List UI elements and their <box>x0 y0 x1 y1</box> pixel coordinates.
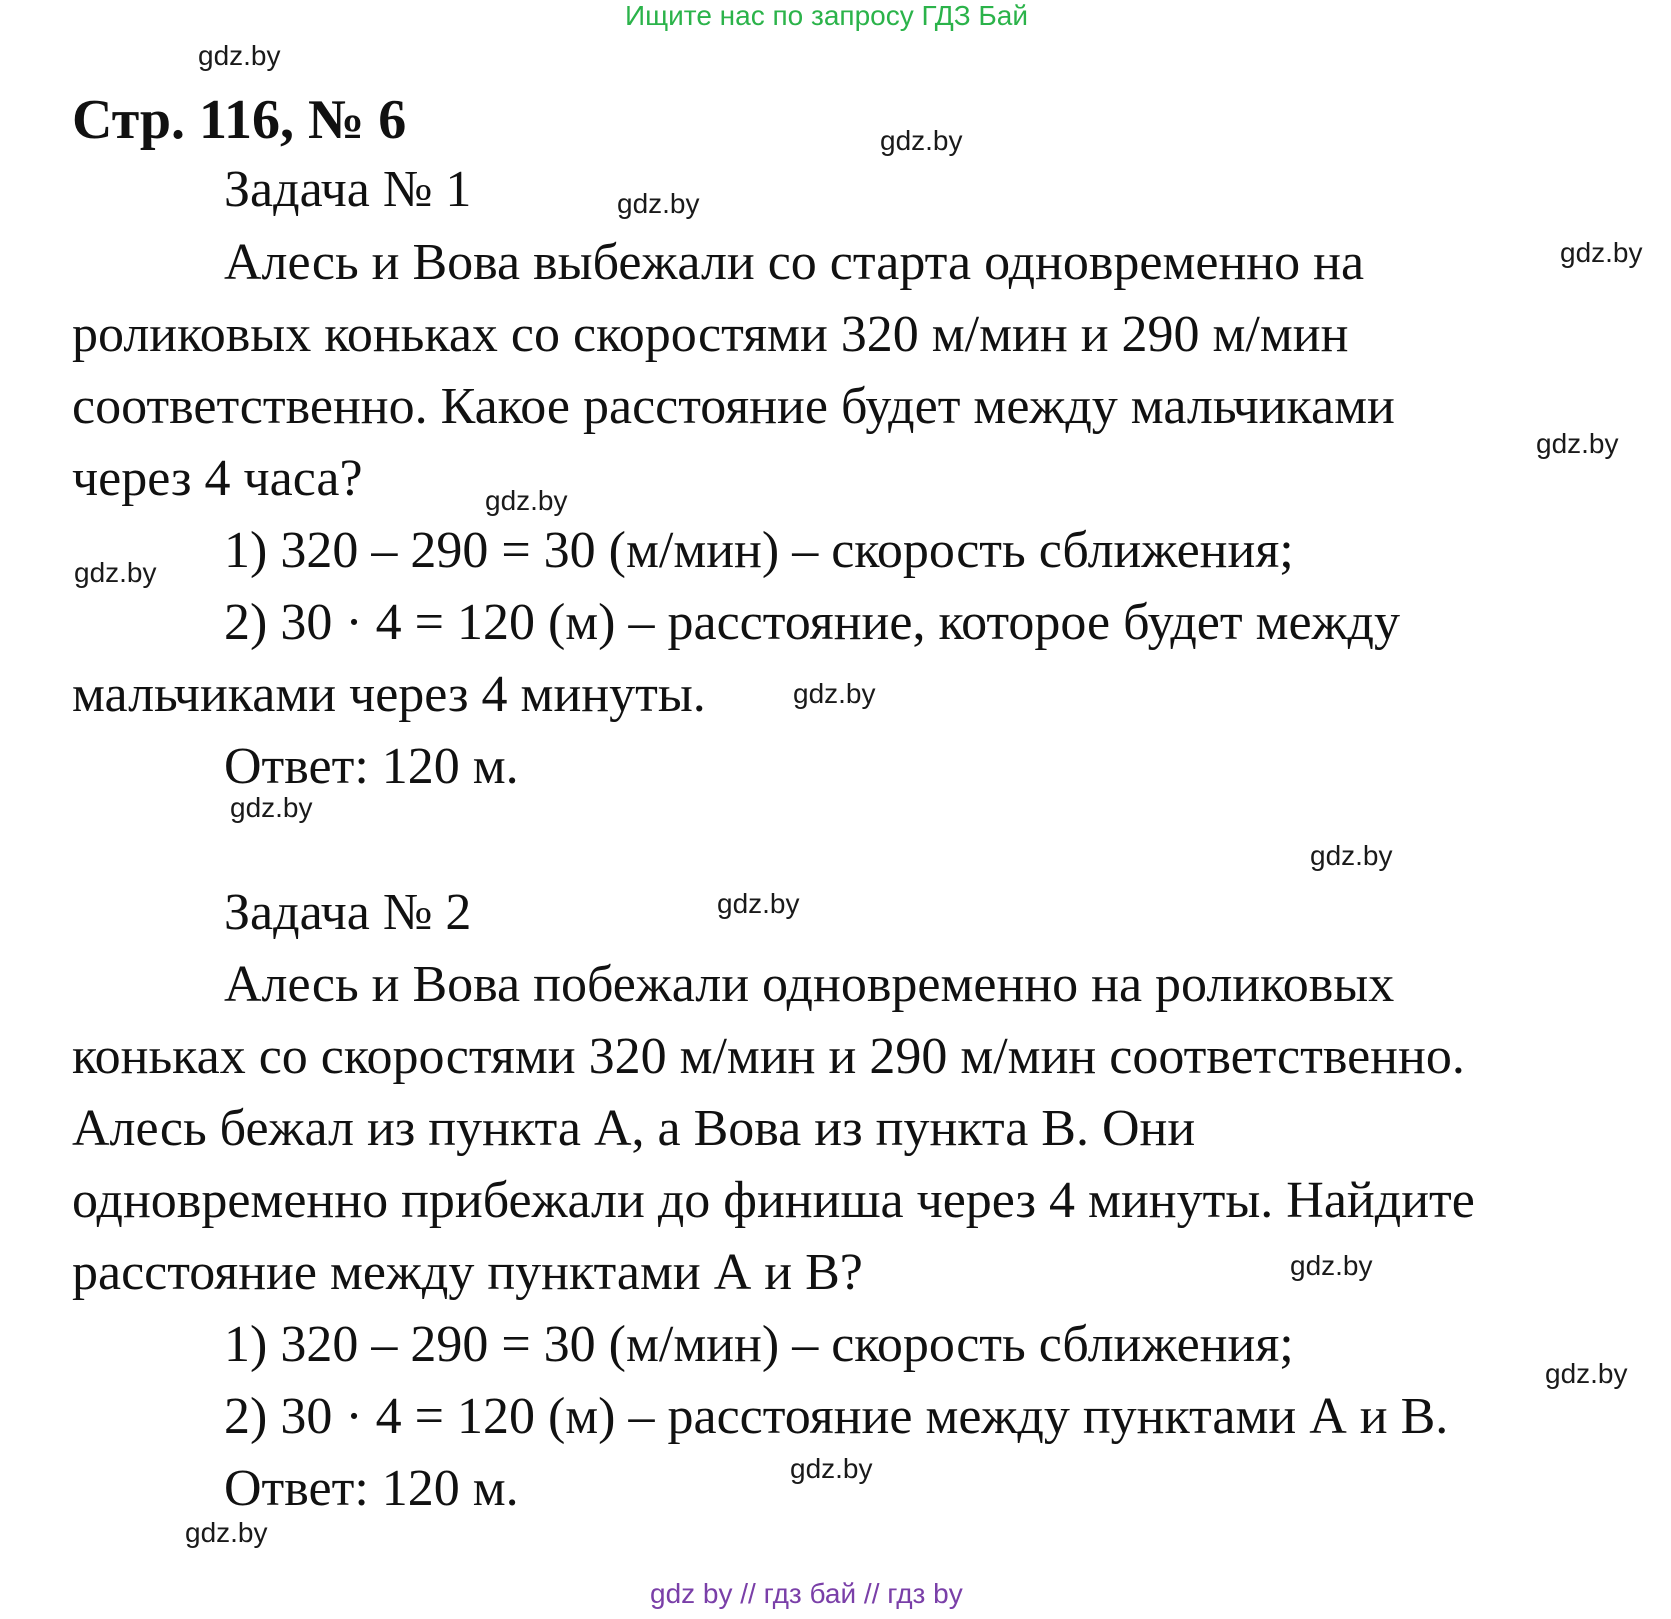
watermark: gdz.by <box>1536 428 1619 459</box>
watermark: gdz.by <box>198 40 281 71</box>
task2-answer: Ответ: 120 м. <box>224 1460 519 1517</box>
task2-line-3: Алесь бежал из пункта А, а Вова из пункта В. Они <box>72 1100 1196 1157</box>
task2-title: Задача № 2 <box>224 884 472 941</box>
top-banner[interactable]: Ищите нас по запросу ГДЗ Бай <box>625 0 1029 31</box>
watermark: gdz.by <box>185 1517 268 1548</box>
task1-line-3: соответственно. Какое расстояние будет между мальчиками <box>72 378 1395 435</box>
watermark: gdz.by <box>1310 840 1393 871</box>
task2-line-2: коньках со скоростями 320 м/мин и 290 м/мин соответственно. <box>72 1028 1465 1085</box>
task1-line-4: через 4 часа? <box>72 450 363 507</box>
task1-title: Задача № 1 <box>224 161 472 218</box>
task1-step-2: 2) 30 · 4 = 120 (м) – расстояние, которое будет между <box>224 594 1400 651</box>
footer-links[interactable]: gdz by // гдз бай // гдз by <box>650 1578 963 1609</box>
watermark: gdz.by <box>617 188 700 219</box>
task1-line-1: Алесь и Вова выбежали со старта одновременно на <box>224 234 1365 291</box>
task2-line-4: одновременно прибежали до финиша через 4 минуты. Найдите <box>72 1172 1475 1229</box>
watermark: gdz.by <box>74 557 157 588</box>
watermark: gdz.by <box>717 888 800 919</box>
watermark: gdz.by <box>880 125 963 156</box>
task1-answer: Ответ: 120 м. <box>224 738 519 795</box>
watermark: gdz.by <box>793 678 876 709</box>
task2-line-1: Алесь и Вова побежали одновременно на роликовых <box>224 956 1395 1013</box>
task1-step-1: 1) 320 – 290 = 30 (м/мин) – скорость сближения; <box>224 522 1294 579</box>
watermark: gdz.by <box>1560 237 1643 268</box>
task2-step-1: 1) 320 – 290 = 30 (м/мин) – скорость сближения; <box>224 1316 1294 1373</box>
task1-step-2-cont: мальчиками через 4 минуты. <box>72 666 706 723</box>
task1-line-2: роликовых коньках со скоростями 320 м/мин и 290 м/мин <box>72 306 1349 363</box>
watermark: gdz.by <box>1290 1250 1373 1281</box>
watermark: gdz.by <box>1545 1358 1628 1389</box>
watermark: gdz.by <box>230 792 313 823</box>
watermark: gdz.by <box>790 1453 873 1484</box>
task2-step-2: 2) 30 · 4 = 120 (м) – расстояние между пунктами А и В. <box>224 1388 1449 1445</box>
watermark: gdz.by <box>485 485 568 516</box>
task2-line-5: расстояние между пунктами А и В? <box>72 1244 863 1301</box>
page-heading: Стр. 116, № 6 <box>72 89 407 151</box>
